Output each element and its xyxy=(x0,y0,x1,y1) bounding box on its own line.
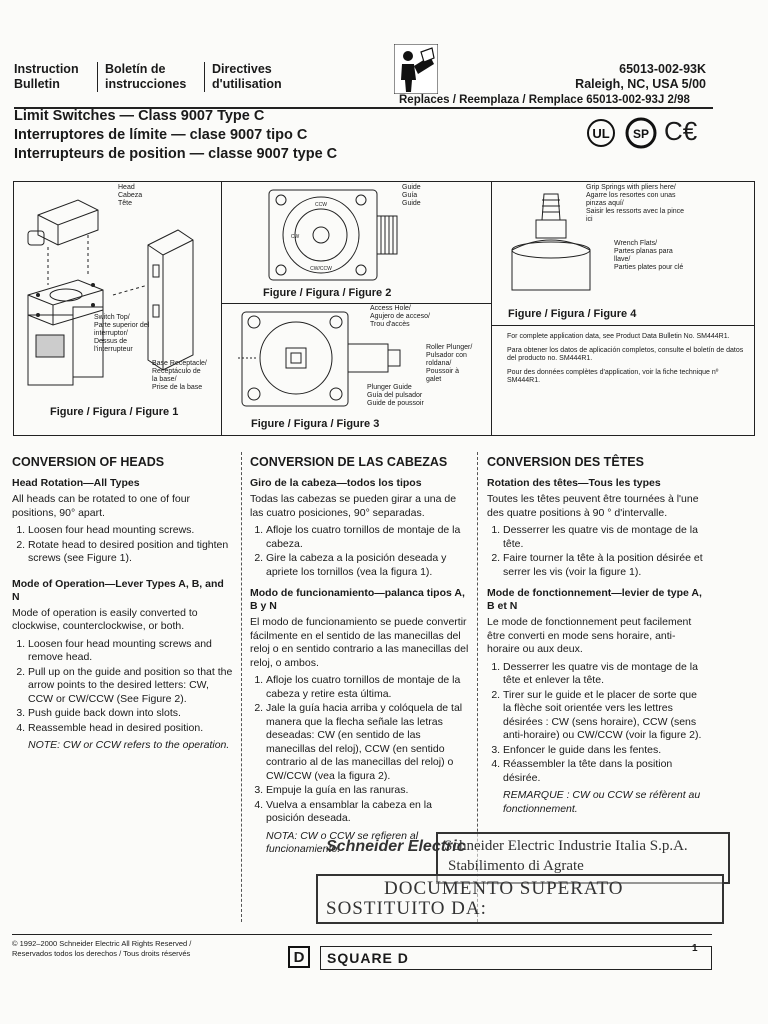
steps-head-rotation-es xyxy=(250,524,472,579)
dial-label-ccw: CCW xyxy=(315,202,327,208)
column-divider xyxy=(241,452,242,922)
heading-es: CONVERSION DE LAS CABEZAS xyxy=(250,455,448,469)
list-item: 2. Pull up on the guide and position so that the arrow points to the desired letters: CW, CCW or CW/CCW (See Figure 2). xyxy=(28,666,234,707)
list-item: 4. Vuelva a ensamblar la cabeza en la posición deseada. xyxy=(266,799,472,826)
note-en: NOTE: CW or CCW refers to the operation. xyxy=(28,739,230,751)
csa-mark-icon xyxy=(624,116,658,150)
figure-divider xyxy=(221,303,491,304)
subheading-mode-fr: Mode de fonctionnement—levier de type A, B et N xyxy=(487,587,702,612)
dial-label-cw-ccw: CW/CCW xyxy=(310,266,332,272)
callout-head: Head Cabeza Tête xyxy=(118,184,143,207)
paragraph-en: All heads can be rotated to one of four positions, 90° apart. xyxy=(12,493,191,519)
steps-mode-es xyxy=(250,674,472,826)
figure-frame-top xyxy=(13,181,755,182)
doc-type-es-line1: Boletín de xyxy=(105,62,166,76)
copyright-es-fr: Reservados todos los derechos / Tous droits réservés xyxy=(12,948,191,958)
svg-text:UL: UL xyxy=(592,126,610,141)
steps-head-rotation-fr xyxy=(487,524,707,579)
callout-plunger-guide: Plunger Guide Guía del pulsador Guide de poussoir xyxy=(367,384,424,407)
callout-base: Base Receptacle/ Receptáculo de la base/ Prise de la base xyxy=(152,360,207,391)
list-item: 3. Empuje la guía en las ranuras. xyxy=(266,784,472,798)
stamp-company: Schneider Electric Industrie Italia S.p.A. xyxy=(444,838,688,854)
list-item: 1. Afloje los cuatro tornillos de montaje de la cabeza y retire esta última. xyxy=(266,674,472,701)
figure-2-label: Figure / Figura / Figure 2 xyxy=(263,287,392,299)
figure-2-drawing xyxy=(265,186,405,286)
callout-guide: Guide Guía Guide xyxy=(402,184,421,207)
replaces-line: Replaces / Reemplaza / Remplace 65013-002-93J 2/98 xyxy=(399,94,690,106)
reader-icon xyxy=(394,44,438,94)
stamp-line2: SOSTITUITO DA: xyxy=(326,898,487,919)
copyright-en: © 1992–2000 Schneider Electric All Rights Reserved / xyxy=(12,939,192,948)
list-item: 2. Rotate head to desired position and tighten screws (see Figure 1). xyxy=(28,539,234,566)
list-item: 1. Loosen four head mounting screws. xyxy=(28,524,234,538)
column-english xyxy=(12,455,234,753)
figure-1-label: Figure / Figura / Figure 1 xyxy=(50,406,179,418)
figure-4-label: Figure / Figura / Figure 4 xyxy=(508,308,637,320)
figure-divider xyxy=(221,181,222,436)
callout-grip-springs: Grip Springs with pliers here/ Agarre los resortes con unas pinzas aquí/ Saisir les ressorts avec la pince ici xyxy=(586,184,685,223)
steps-mode-fr xyxy=(487,661,707,786)
subheading-head-rotation-es: Giro de la cabeza—todos los tipos xyxy=(250,477,422,489)
paragraph-en: Mode of operation is easily converted to clockwise, counterclockwise, or both. xyxy=(12,606,198,632)
doc-number: 65013-002-93K xyxy=(619,62,706,76)
title-es: Interruptores de límite — clase 9007 tipo C xyxy=(14,127,308,143)
list-item: 1. Desserrer les quatre vis de montage de la tête et enlever la tête. xyxy=(503,661,707,688)
stamp-plant: Stabilimento di Agrate xyxy=(448,858,584,874)
doc-type-es xyxy=(105,62,186,92)
doc-type-en-line2: Bulletin xyxy=(14,77,60,91)
figure-4-drawing xyxy=(506,190,596,302)
application-data-notes xyxy=(507,333,747,385)
header-divider xyxy=(97,62,98,92)
title-en: Limit Switches — Class 9007 Type C xyxy=(14,108,265,124)
doc-type-fr-line1: Directives xyxy=(212,62,272,76)
steps-mode-en xyxy=(12,638,234,736)
list-item: 3. Enfoncer le guide dans les fentes. xyxy=(503,744,707,758)
app-data-fr: Pour des données complètes d'application, voir la fiche technique nº SM444R1. xyxy=(507,369,719,384)
doc-type-fr xyxy=(212,62,282,92)
dial-label-cw: CW xyxy=(290,234,300,240)
callout-access-hole: Access Hole/ Agujero de acceso/ Trou d'accès xyxy=(370,305,430,328)
brand-name: SQUARE D xyxy=(327,950,409,966)
list-item: 1. Loosen four head mounting screws and remove head. xyxy=(28,638,234,665)
paragraph-es: Todas las cabezas se pueden girar a una de las cuatro posiciones, 90° separadas. xyxy=(250,493,457,519)
ce-mark-icon: C€ xyxy=(664,116,698,146)
header-divider xyxy=(204,62,205,92)
list-item: 2. Faire tourner la tête à la position désirée et serrer les vis (voir la figure 1). xyxy=(503,552,707,579)
doc-type-en xyxy=(14,62,79,92)
footer-rule xyxy=(12,934,712,935)
paragraph-fr: Toutes les têtes peuvent être tournées à l'une des quatre positions à 90 ° d'intervalle. xyxy=(487,493,699,519)
copyright xyxy=(12,939,191,958)
list-item: 1. Afloje los cuatro tornillos de montaje de la cabeza. xyxy=(266,524,472,551)
square-d-logo-icon: D xyxy=(288,946,310,968)
list-item: 2. Jale la guía hacia arriba y colóquela de tal manera que la flecha señale las letras deseadas: CW (en sentido de las manecillas del reloj), CCW (en sentido contrario al de las manecillas del reloj) o CW/CCW (vea la figura 2). xyxy=(266,702,472,783)
list-item: 2. Gire la cabeza a la posición deseada y apriete los tornillos (vea la figura 1). xyxy=(266,552,472,579)
doc-type-es-line2: instrucciones xyxy=(105,77,187,91)
doc-type-fr-line2: d'utilisation xyxy=(212,77,282,91)
superseded-stamp xyxy=(316,874,724,924)
ul-mark-icon xyxy=(586,118,616,148)
app-data-es: Para obtener los datos de aplicación completos, consulte el boletín de datos del producto no. SM444R1. xyxy=(507,347,744,362)
svg-text:SP: SP xyxy=(632,127,650,141)
figure-3-label: Figure / Figura / Figure 3 xyxy=(251,418,380,430)
callout-switch-top: Switch Top/ Parte superior del interruptor/ Dessus de l'interrupteur xyxy=(94,314,150,353)
column-spanish xyxy=(250,455,472,857)
list-item: 4. Réassembler la tête dans la position désirée. xyxy=(503,758,707,785)
column-french xyxy=(487,455,707,816)
app-data-en: For complete application data, see Product Data Bulletin No. SM444R1. xyxy=(507,333,730,340)
steps-head-rotation-en xyxy=(12,524,234,566)
list-item: 3. Push guide back down into slots. xyxy=(28,707,234,721)
doc-type-en-line1: Instruction xyxy=(14,62,79,76)
figure-divider xyxy=(491,181,492,436)
subheading-head-rotation-fr: Rotation des têtes—Tous les types xyxy=(487,477,661,489)
stamp-line1: DOCUMENTO SUPERATO xyxy=(384,878,624,899)
page-number: 1 xyxy=(692,943,698,954)
paragraph-es: El modo de funcionamiento se puede convertir fácilmente en el sentido de las manecillas del reloj o en sentido contrario a las manecillas del reloj, o ambos. xyxy=(250,616,469,669)
title-fr: Interrupteurs de position — classe 9007 type C xyxy=(14,146,338,162)
doc-meta xyxy=(575,62,706,92)
subheading-mode-en: Mode of Operation—Lever Types A, B, and N xyxy=(12,577,224,603)
figure-frame-right xyxy=(754,181,755,436)
subheading-head-rotation-en: Head Rotation—All Types xyxy=(12,477,140,489)
list-item: 1. Desserrer les quatre vis de montage de la tête. xyxy=(503,524,707,551)
list-item: 4. Reassemble head in desired position. xyxy=(28,722,234,736)
callout-wrench-flats: Wrench Flats/ Partes planas para llave/ Parties plates pour clé xyxy=(614,240,684,271)
heading-fr: CONVERSION DES TÊTES xyxy=(487,455,644,469)
brand-bar xyxy=(320,946,712,970)
figure-divider xyxy=(491,325,754,326)
location-date: Raleigh, NC, USA 5/00 xyxy=(575,77,706,91)
callout-roller-plunger: Roller Plunger/ Pulsador con roldana/ Poussoir à galet xyxy=(426,344,473,383)
note-fr: REMARQUE : CW ou CCW se réfèrent au fonctionnement. xyxy=(503,789,701,815)
figure-frame-left xyxy=(13,181,14,436)
note-es: NOTA: CW o CCW se refieren al funcionamiento. xyxy=(266,829,419,855)
subheading-mode-es: Modo de funcionamiento—palanca tipos A, B y N xyxy=(250,587,465,612)
paragraph-fr: Le mode de fonctionnement peut facilement être converti en mode sens horaire, anti-horaire ou aux deux. xyxy=(487,616,692,655)
list-item: 2. Tirer sur le guide et le placer de sorte que la flèche soit orientée vers les lettres désirées : CW (sens horaire), CCW (sens anti-horaire) ou CW/CCW (voir la figure 2). xyxy=(503,689,707,743)
stamp-schneider-logo: Schneider Electric xyxy=(326,838,466,855)
heading-en: CONVERSION OF HEADS xyxy=(12,455,165,469)
figure-frame-bottom xyxy=(13,435,755,436)
